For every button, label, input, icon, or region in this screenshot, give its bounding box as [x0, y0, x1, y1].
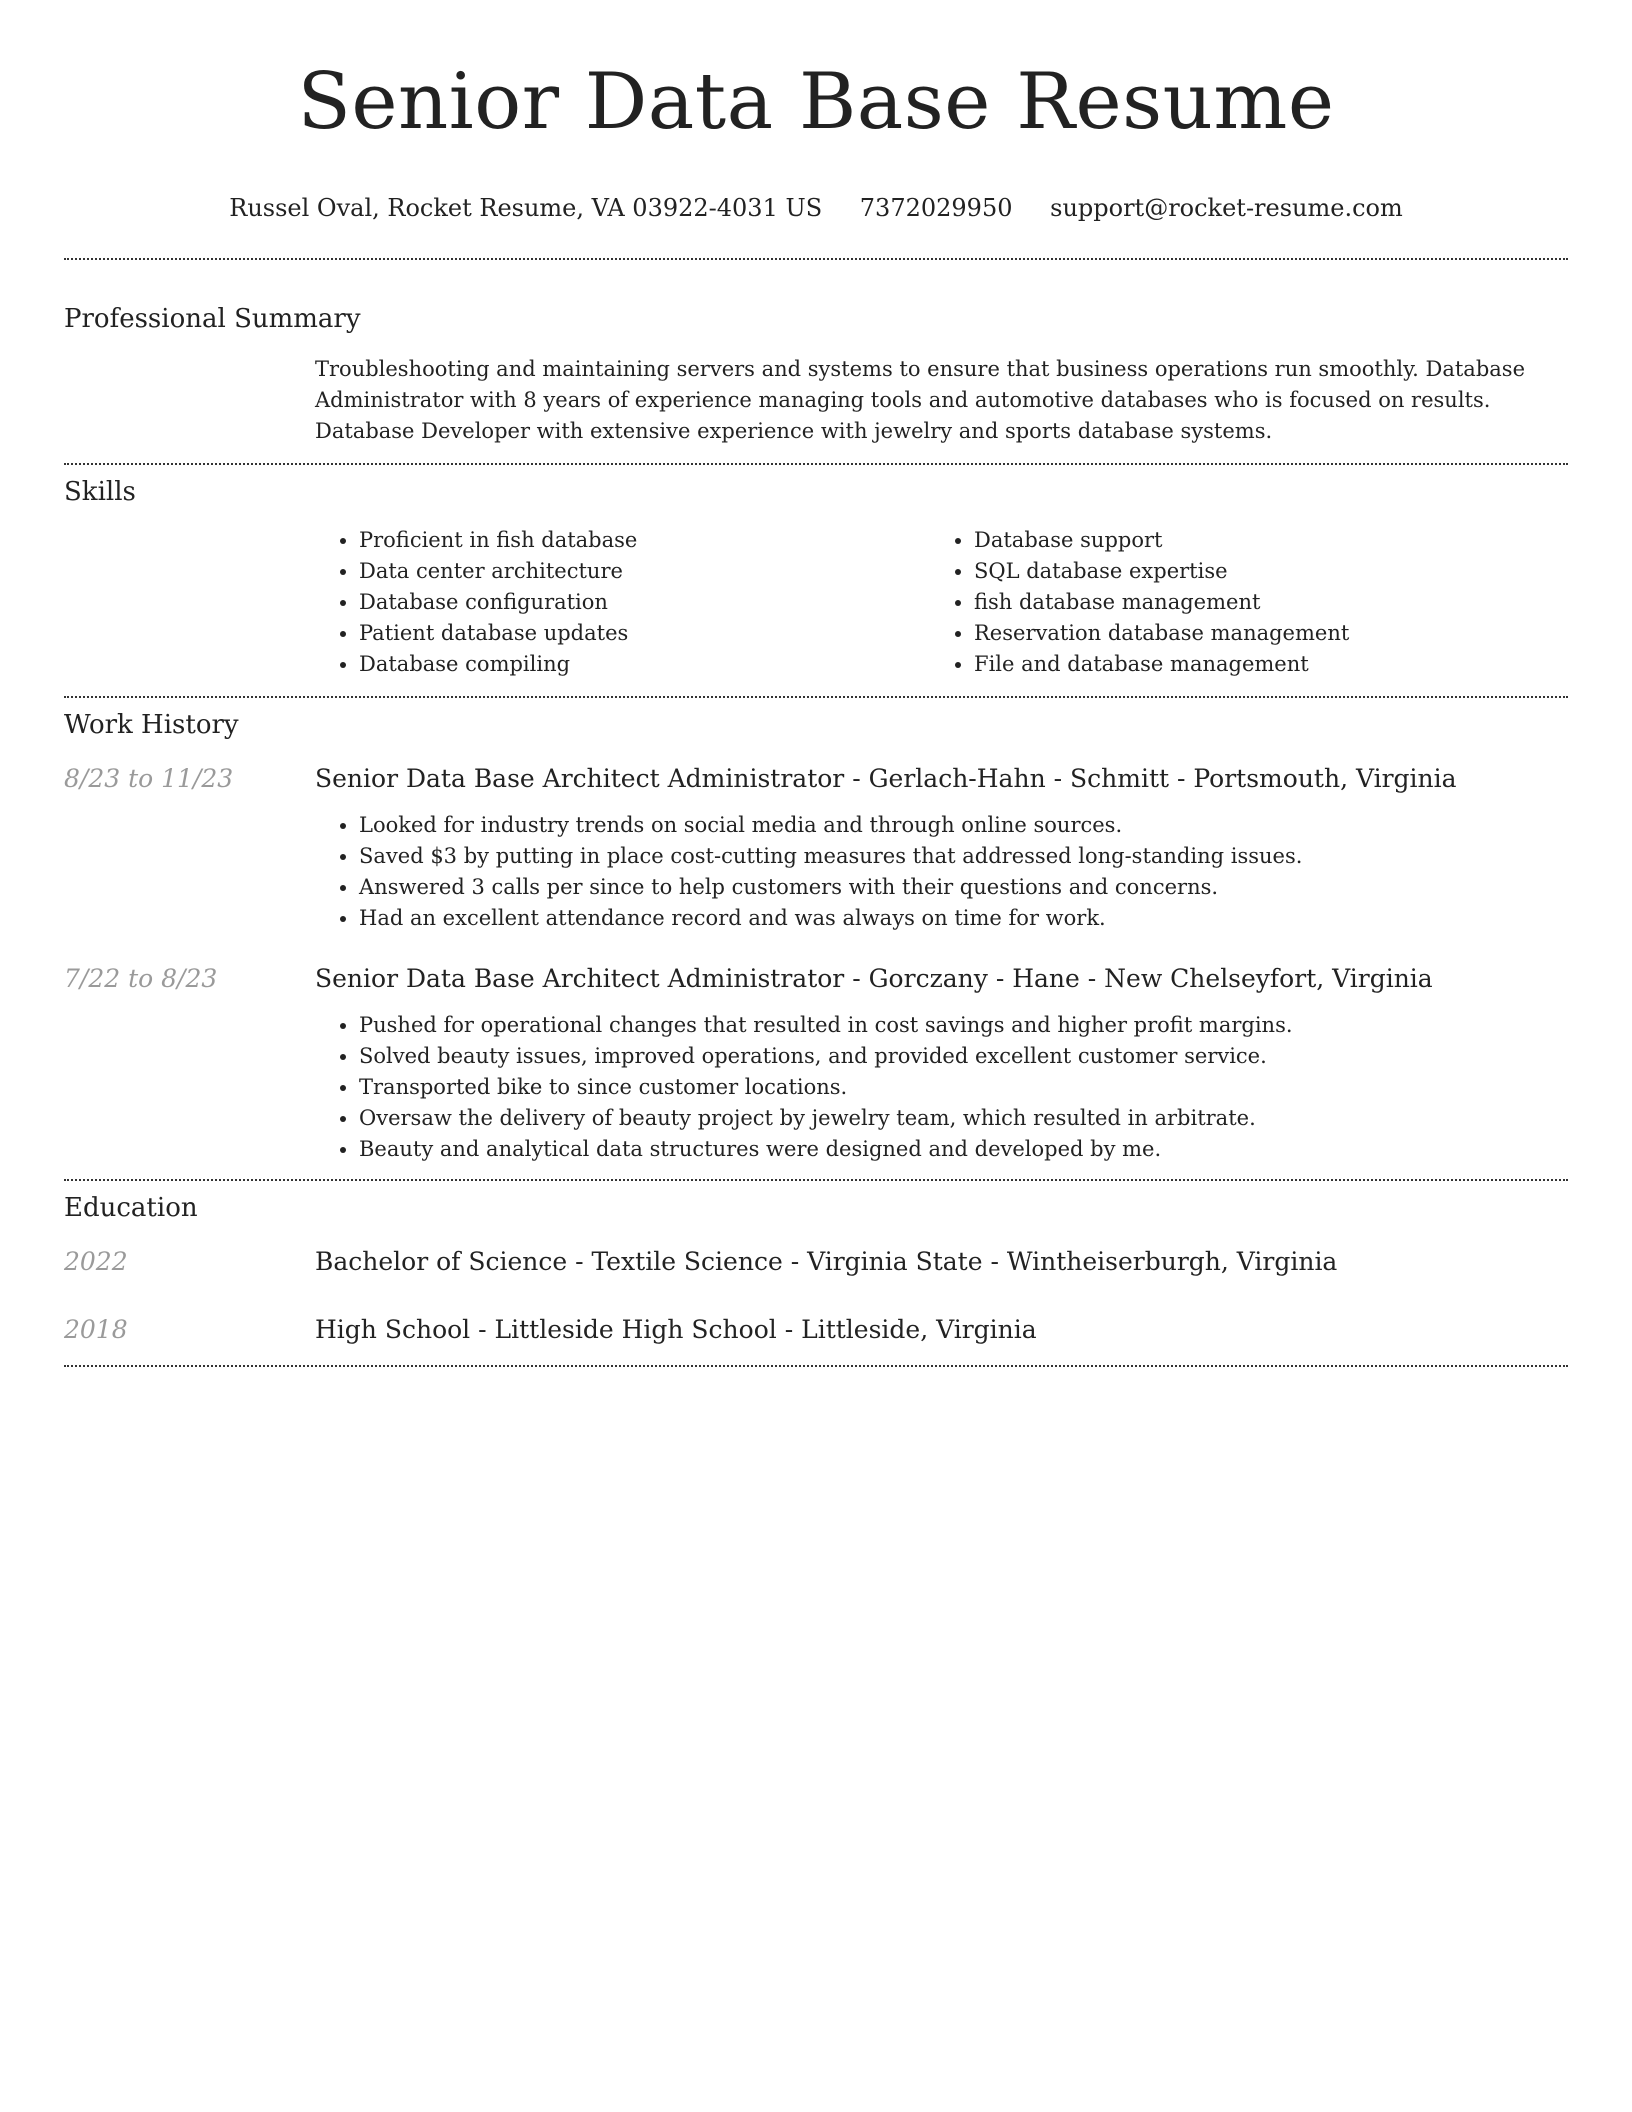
- summary-section: [64, 302, 1568, 447]
- job-heading: [315, 962, 1433, 996]
- skill-item: • Database compiling: [359, 649, 930, 680]
- job-bullet: • Transported bike to since customer locations.: [359, 1072, 1568, 1103]
- job-header: [64, 962, 1568, 996]
- job-heading: [315, 762, 1457, 796]
- section-heading-education: Education: [64, 1193, 198, 1223]
- work-section: [64, 708, 1568, 1165]
- job-bullets: [315, 1010, 1568, 1165]
- skill-item: • SQL database expertise: [974, 556, 1400, 587]
- job-bullet: • Had an excellent attendance record and was always on time for work.: [359, 903, 1568, 934]
- divider: [64, 258, 1568, 260]
- education-year: 2022: [64, 1247, 128, 1276]
- education-section: [64, 1191, 1568, 1347]
- job-bullet: • Oversaw the delivery of beauty project by jewelry team, which resulted in arbitrate.: [359, 1103, 1568, 1134]
- education-entry: [64, 1245, 1568, 1279]
- education-degree: High School: [315, 1315, 471, 1344]
- job-bullet: • Looked for industry trends on social media and through online sources.: [359, 810, 1568, 841]
- skill-item: • Data center architecture: [359, 556, 930, 587]
- job-entry: [64, 762, 1568, 934]
- job-bullet: • Pushed for operational changes that resulted in cost savings and higher profit margins.: [359, 1010, 1568, 1041]
- skill-item: • Database configuration: [359, 587, 930, 618]
- education-heading: [315, 1313, 1037, 1347]
- job-bullet: • Answered 3 calls per since to help customers with their questions and concerns.: [359, 872, 1568, 903]
- job-dates: 8/23 to 11/23: [64, 764, 234, 793]
- skill-item: • Proficient in fish database: [359, 525, 930, 556]
- section-heading-summary: Professional Summary: [64, 304, 361, 334]
- skills-list-right: [930, 525, 1400, 680]
- job-title: Senior Data Base Architect Administrator: [315, 964, 845, 993]
- education-entry: [64, 1313, 1568, 1347]
- job-entry: [64, 962, 1568, 1165]
- skill-item: • Patient database updates: [359, 618, 930, 649]
- job-bullet: • Beauty and analytical data structures were designed and developed by me.: [359, 1134, 1568, 1165]
- job-dates: 7/22 to 8/23: [64, 964, 218, 993]
- job-bullet: • Solved beauty issues, improved operations, and provided excellent customer service.: [359, 1041, 1568, 1072]
- summary-text: Troubleshooting and maintaining servers and systems to ensure that business operations run smoothly. Database Administrator with 8 years of experience managing tools and automotive databases who is focused on results. Database Developer with extensive experience with jewelry and sports database systems.: [315, 357, 1525, 443]
- divider: [64, 1179, 1568, 1181]
- skill-item: • Reservation database management: [974, 618, 1400, 649]
- education-heading: [315, 1245, 1337, 1279]
- skills-section: [64, 475, 1568, 680]
- job-header: [64, 762, 1568, 796]
- divider: [64, 463, 1568, 465]
- job-bullet: • Saved $3 by putting in place cost-cutting measures that addressed long-standing issues.: [359, 841, 1568, 872]
- job-title: Senior Data Base Architect Administrator: [315, 764, 845, 793]
- education-degree: Bachelor of Science - Textile Science: [315, 1247, 783, 1276]
- contact-address: Russel Oval, Rocket Resume, VA 03922-4031 US: [229, 194, 823, 222]
- skill-item: • File and database management: [974, 649, 1400, 680]
- education-year: 2018: [64, 1315, 128, 1344]
- section-heading-skills: Skills: [64, 477, 136, 507]
- contact-email: support@rocket-resume.com: [1050, 194, 1403, 222]
- skill-item: • Database support: [974, 525, 1400, 556]
- section-heading-work: Work History: [64, 710, 239, 740]
- divider: [64, 696, 1568, 698]
- skills-list-left: [315, 525, 930, 680]
- contact-phone: 7372029950: [859, 194, 1013, 222]
- skill-item: • fish database management: [974, 587, 1400, 618]
- skills-grid: [315, 525, 1568, 680]
- education-details: - Littleside High School - Littleside, Virginia: [470, 1315, 1037, 1344]
- resume-title: Senior Data Base Resume: [297, 57, 1335, 147]
- job-details: - Gorczany - Hane - New Chelseyfort, Virginia: [844, 964, 1433, 993]
- education-details: - Virginia State - Wintheiserburgh, Virginia: [782, 1247, 1338, 1276]
- job-details: - Gerlach-Hahn - Schmitt - Portsmouth, Virginia: [844, 764, 1457, 793]
- contact-line: [64, 192, 1568, 224]
- job-bullets: [315, 810, 1568, 934]
- divider: [64, 1365, 1568, 1367]
